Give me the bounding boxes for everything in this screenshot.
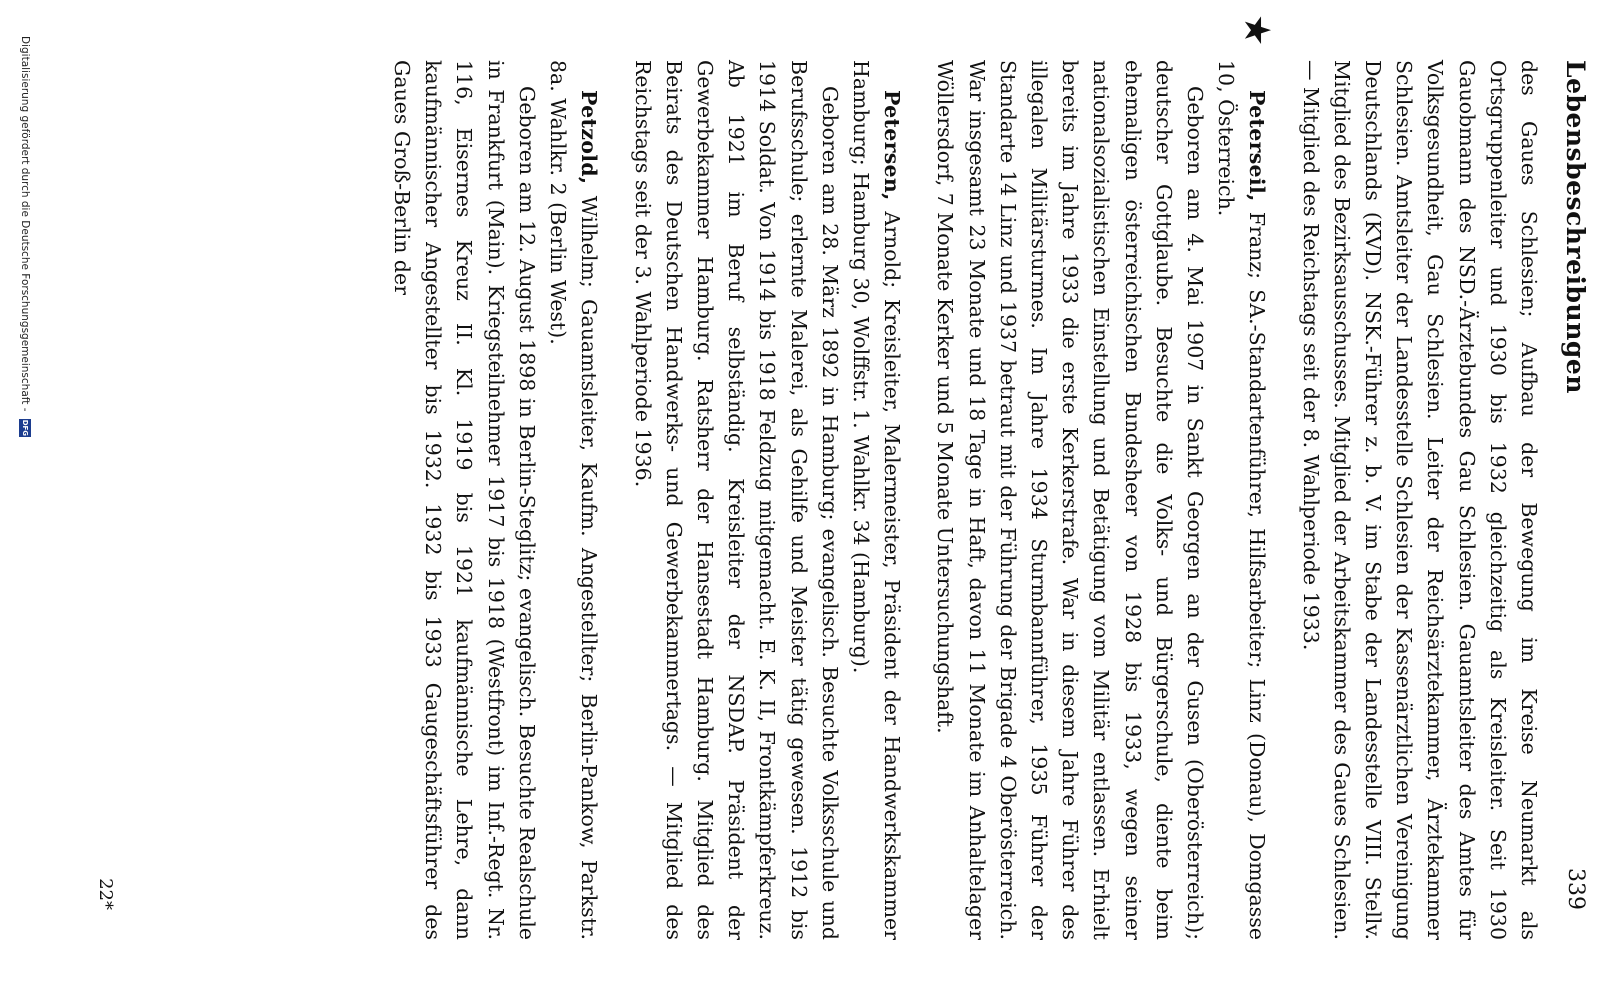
entry-paragraph: Geboren am 28. März 1892 in Hamburg; evangelisch. Besuchte Volksschule und Berufsschule; erlernte Malerei, als Gehilfe und Meister tätig gewesen. 1912 bis 1914 Soldat. Von 1914 bis 1918 Feldzug mitgemacht. E. K. II, Frontkämpferkreuz. Ab 1921 im Beruf selbständig. Kreisleiter der NSDAP. Präsident der Gewerbekammer Hamburg. Ratsherr der Hansestadt Hamburg. Mitglied des Beirats des Deutschen Handwerks- und Gewerbekammertags. — Mitglied des Reichstags seit der 3. Wahlperiode 1936. xyxy=(630,60,842,940)
entry-paragraph: Geboren am 4. Mai 1907 in Sankt Georgen an der Gusen (Oberösterreich); deutscher Gottglaube. Besuchte die Volks- und Bürgerschule, diente beim ehemaligen österreichischen Bundesheer von 1928 bis 1933, wegen seiner nationalsozialistischen Einstellung und Betätigung vom Militär entlassen. Erhielt bereits im Jahre 1933 die erste Kerkerstrafe. War in diesem Jahre Führer des illegalen Militärsturmes. Im Jahre 1934 Sturmbannführer, 1935 Führer der Standarte 14 Linz und 1937 betraut mit der Führung der Brigade 4 Oberösterreich. War insgesamt 23 Monate und 18 Tage in Haft, davon 11 Monate im Anhaltelager Wöllersdorf, 7 Monate Kerker und 5 Monate Untersuchungshaft. xyxy=(933,60,1207,940)
running-head-title: Lebensbeschreibungen xyxy=(1561,60,1590,394)
star-icon: ★ xyxy=(1236,14,1278,47)
entry-paragraph: Geboren am 12. August 1898 in Berlin-Steglitz; evangelisch. Besuchte Realschule in Frankfurt (Main). Kriegsteilnehmer 1917 bis 1918 (Westfront) im Inf.-Regt. Nr. 116, Eisernes Kreuz II. Kl. 1919 bis 1921 kaufmännische Lehre, dann kaufmännischer Angestellter bis 1932. 1932 bis 1933 Gaugeschäftsführer des Gaues Groß-Berlin der xyxy=(390,60,539,940)
page-header xyxy=(1556,60,1596,940)
entry-name: Petersen, xyxy=(880,90,905,201)
entry-name: Petzold, xyxy=(577,90,602,185)
digitization-credit xyxy=(15,36,35,972)
entry-heading xyxy=(542,60,604,940)
body-text xyxy=(386,14,1544,940)
entry-heading-details: Wilhelm; Gauamtsleiter, Kaufm. Angestellter; Berlin-Pankow, Parkstr. 8a. Wahlkr. 2 (Berlin West). xyxy=(546,60,602,940)
entry-name: Peterseil, xyxy=(1245,90,1270,202)
continuation-paragraph: des Gaues Schlesien; Aufbau der Bewegung im Kreise Neumarkt als Ortsgruppenleiter und 1930 bis 1932 gleichzeitig als Kreisleiter. Seit 1930 Gauobmann des NSD.-Ärztebundes Gau Schlesien. Gauamtsleiter des Amtes für Volksgesundheit, Gau Schlesien. Leiter der Reichsärztekammer, Ärztekammer Schlesien. Amtsleiter der Landesstelle Schlesien der Kassenärztlichen Vereinigung Deutschlands (KVD). NSK.-Führer z. b. V. im Stabe der Landesstelle VIII. Stellv. Mitglied des Bezirksausschusses. Mitglied der Arbeitskammer des Gaues Schlesien. — Mitglied des Reichstags seit der 8. Wahlperiode 1933. xyxy=(1298,60,1541,940)
biography-entry-petzold xyxy=(386,60,604,940)
entry-heading xyxy=(845,60,907,940)
entry-heading-details: Franz; SA.-Standartenführer, Hilfsarbeiter; Linz (Donau), Domgasse 10, Österreich. xyxy=(1214,60,1270,940)
biography-entry-peterseil xyxy=(929,14,1278,940)
entry-heading-details: Arnold; Kreisleiter, Malermeister, Präsident der Handwerkskammer Hamburg; Hamburg 30, Wolffstr. 1. Wahlkr. 34 (Hamburg). xyxy=(848,60,905,940)
digitization-credit-text: Digitalisierung gefördert durch die Deutsche Forschungsgemeinschaft - xyxy=(19,36,31,412)
biography-entry-petersen xyxy=(626,60,907,940)
entry-heading xyxy=(1210,60,1272,940)
dfg-logo-icon: DFG xyxy=(21,419,29,437)
page-footer xyxy=(86,60,116,940)
page-number: 339 xyxy=(1563,868,1588,910)
signature-mark: 22* xyxy=(95,878,116,910)
